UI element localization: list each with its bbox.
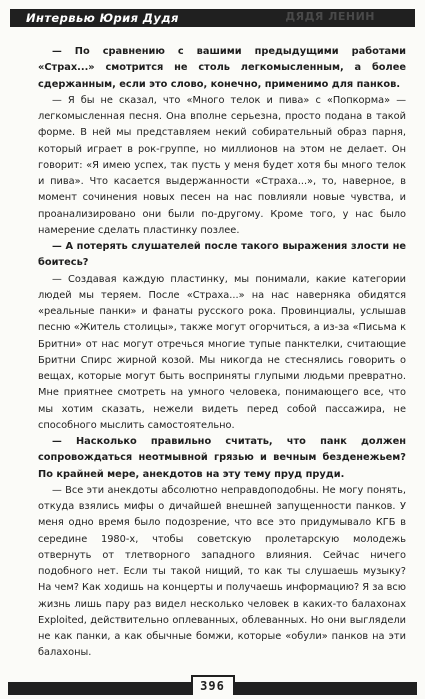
answer-paragraph: — Все эти анекдоты абсолютно неправдоподобны. Не могу понять, откуда взялись мифы о дичайшей внешней запущенности панков. У меня одно время было подозрение, что все это придумывало КГБ в середине 1980-х, чтобы советскую пролетарскую молодежь отвернуть от тлетворного западного влияния. Сейчас ничего подобного нет. Если ты такой нищий, то как ты слушаешь музыку? На чем? Как ходишь на концерты и получаешь информацию? Я за всю жизнь лишь пару раз видел несколько человек в каких-то балахонах Exploited, действительно оплеванных, облеванных. Но они выглядели не как панки, а как обычные бомжи, которые «обули» панков на эти балахоны. — [38, 484, 406, 659]
answer-paragraph: — Я бы не сказал, что «Много телок и пива» с «Попкорма» — легкомысленная песня. Она вполне серьезна, просто подана в такой форме. В ней мы представляем некий собирательный образ парня, который играет в рок-группе, но миллионов на этом не делает. Он говорит: «Я имею успех, так пусть у меня будет хотя бы много телок и пива». Что касается выдержанности «Страха...», то, наверное, в момент сочинения новых песен на нас повлияли новые чувства, и проанализировано они были по-другому. Кроме того, у нас было намерение сделать пластинку позлее. — [38, 94, 406, 236]
page-number: 396 — [200, 679, 225, 693]
running-header — [10, 7, 415, 29]
header-background-text: ДЯДЯ ЛЕНИН — [285, 10, 375, 23]
page-footer — [8, 675, 417, 695]
article-body — [38, 44, 406, 662]
header-title: Интервью Юрия Дудя — [26, 11, 179, 25]
question-paragraph: — По сравнению с вашими предыдущими работами «Страх...» смотрится не столь легкомысленным, а более сдержанным, если это слово, конечно, применимо для панков. — [38, 46, 406, 90]
question-paragraph: — А потерять слушателей после такого выражения злости не боитесь? — [38, 241, 406, 269]
question-paragraph: — Насколько правильно считать, что панк должен сопровождаться неотмывной грязью и вечным безденежьем? По крайней мере, анекдотов на эту тему пруд пруди. — [38, 436, 406, 480]
answer-paragraph: — Создавая каждую пластинку, мы понимали, какие категории людей мы теряем. После «Страха...» на нас наверняка обидятся «реальные панки» и фанаты русского рока. Провинциалы, услышав песню «Житель столицы», также могут огорчиться, а из-за «Письма к Бритни» от нас могут отречься многие тупые панктелки, считающие Бритни Спирс жирной козой. Мы никогда не стеснялись говорить о вещах, которые могут быть восприняты глупыми людьми превратно. Мне приятнее смотреть на умного человека, понимающего все, что мы хотим сказать, нежели видеть перед собой пассажира, не способного мыслить самостоятельно. — [38, 273, 406, 431]
page-number-box — [191, 675, 235, 695]
